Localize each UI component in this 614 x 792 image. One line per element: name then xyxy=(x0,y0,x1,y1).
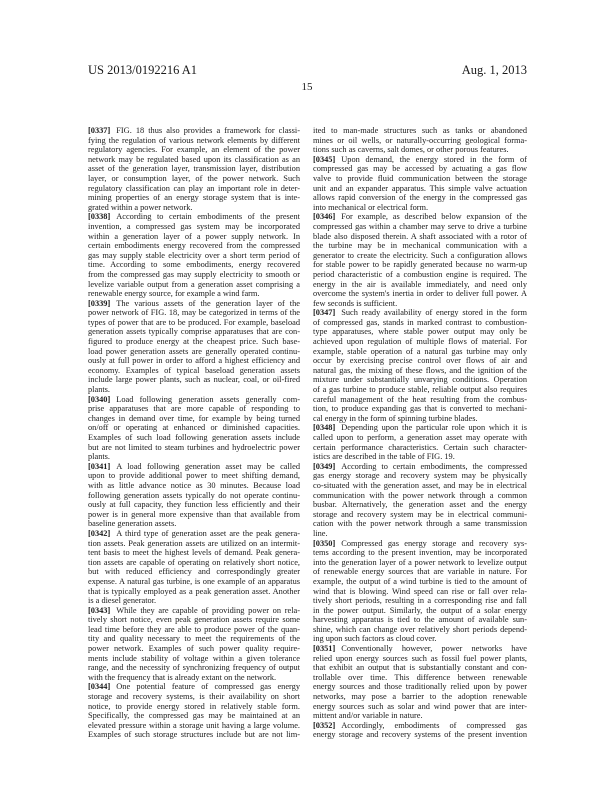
text-line xyxy=(88,615,300,625)
paragraph-number: [0344] xyxy=(88,682,111,692)
text-line xyxy=(313,587,527,597)
line-text: harvesting apparatus is tied to the amount of available sun- xyxy=(313,615,527,625)
line-text: upon to provide additional power to meet shifting demand, xyxy=(88,471,300,481)
paragraph-number: [0337] xyxy=(88,126,111,135)
text-line xyxy=(313,663,527,673)
line-text: tion assets. Peak generation assets are utilized on an intermit- xyxy=(88,538,300,548)
line-text: grated within a power network. xyxy=(88,202,193,212)
line-text: Depending upon the particular role upon which it is xyxy=(341,423,527,433)
text-line xyxy=(313,721,527,731)
line-text: figured to produce energy at the cheapest price. Such base- xyxy=(88,337,300,347)
line-text: of a gas turbine to produce stable, reliable output also requires xyxy=(313,385,527,395)
text-line xyxy=(88,174,300,184)
line-text: energy sources such as solar and wind power that are inter- xyxy=(313,701,527,711)
line-text: ments include stability of voltage within a given tolerance xyxy=(88,653,300,663)
line-text: Load following generation assets generally com- xyxy=(116,394,300,404)
line-text: According to certain embodiments of the present xyxy=(116,212,300,222)
line-text: Accordingly, embodiments of compressed gas xyxy=(341,720,527,730)
line-text: load power generation assets are generally operated continu- xyxy=(88,346,300,356)
line-text: period characteristic of a combustion engine is required. The xyxy=(313,269,527,279)
line-text: A load following generation asset may be called xyxy=(116,461,300,471)
line-text: few seconds is sufficient. xyxy=(313,298,398,308)
text-line xyxy=(313,702,527,712)
text-line xyxy=(313,615,527,625)
text-line xyxy=(313,558,527,568)
text-line xyxy=(313,596,527,606)
line-text: For example, as described below expansion of the xyxy=(341,212,527,222)
line-text: certain performance characteristics. Certain such character- xyxy=(313,442,527,452)
text-line xyxy=(88,577,300,587)
right-column xyxy=(313,126,527,740)
text-line xyxy=(313,280,527,290)
text-line xyxy=(88,395,300,405)
text-line xyxy=(88,730,300,740)
text-line xyxy=(88,529,300,539)
text-line xyxy=(88,356,300,366)
line-text: that exhibit an output that is substantially constant and con- xyxy=(313,663,527,673)
text-line xyxy=(313,404,527,414)
line-text: of compressed gas, stands in marked contrast to combustion- xyxy=(313,317,527,327)
text-line xyxy=(313,452,527,462)
line-text: prise apparatuses that are more capable of responding to xyxy=(88,404,300,414)
text-line xyxy=(88,711,300,721)
line-text: communication with the power network through a common xyxy=(313,490,527,500)
text-line xyxy=(88,318,300,328)
text-line xyxy=(313,318,527,328)
text-line xyxy=(88,481,300,491)
line-text: overcome the system's inertia in order to deliver full power. A xyxy=(313,289,527,299)
line-text: storage and recovery systems, is their availability on short xyxy=(88,692,300,702)
text-line xyxy=(313,289,527,299)
text-line xyxy=(88,548,300,558)
line-text: tems according to the present invention, may be incorporated xyxy=(313,548,527,558)
line-text: unit and an expander apparatus. This simple valve actuation xyxy=(313,183,527,193)
left-column xyxy=(88,126,300,740)
line-text: plants. xyxy=(88,452,111,462)
line-text: invention, a compressed gas system may be incorporated xyxy=(88,221,300,231)
text-line xyxy=(88,270,300,280)
text-line xyxy=(88,702,300,712)
text-line xyxy=(88,337,300,347)
text-line xyxy=(313,500,527,510)
text-line xyxy=(88,212,300,222)
text-line xyxy=(88,232,300,242)
text-line xyxy=(313,567,527,577)
line-text: tity and quality necessary to meet the requirements of the xyxy=(88,634,300,644)
text-line xyxy=(313,136,527,146)
text-line xyxy=(313,260,527,270)
text-line xyxy=(313,184,527,194)
paragraph-number: [0349] xyxy=(313,461,336,471)
paragraph-number: [0339] xyxy=(88,298,111,308)
text-line xyxy=(313,519,527,529)
text-line xyxy=(88,155,300,165)
paragraph-number: [0352] xyxy=(313,720,336,730)
text-line xyxy=(88,625,300,635)
line-text: According to certain embodiments, the compressed xyxy=(341,461,527,471)
text-line xyxy=(88,260,300,270)
paragraph-number: [0350] xyxy=(313,538,336,548)
line-text: tively short periods, resulting in a corresponding rise and fall xyxy=(313,596,527,606)
line-text: on/off or operating at enhanced or diminished capacities. xyxy=(88,423,300,433)
line-text: layer, or consumption layer, of the power network. Such xyxy=(88,173,300,183)
text-line xyxy=(88,663,300,673)
line-text: network may be regulated based upon its classification as an xyxy=(88,154,300,164)
line-text: time. According to some embodiments, energy recovered xyxy=(88,260,300,270)
line-text: ited to man-made structures such as tanks or abandoned xyxy=(313,126,527,135)
line-text: Specifically, the compressed gas may be maintained at an xyxy=(88,711,300,721)
text-line xyxy=(313,510,527,520)
text-line xyxy=(313,471,527,481)
line-text: tion assets are capable of operating on relatively short notice, xyxy=(88,557,300,567)
text-line xyxy=(313,539,527,549)
line-text: plants. xyxy=(88,385,111,395)
text-line xyxy=(313,711,527,721)
paragraph-number: [0346] xyxy=(313,212,336,222)
line-text: certain embodiments energy recovered from the compressed xyxy=(88,241,300,251)
line-text: that is typically employed as a peak generation asset. Another xyxy=(88,586,300,596)
line-text: elevated pressure within a storage unit having a large volume. xyxy=(88,720,300,730)
text-line xyxy=(313,433,527,443)
text-line xyxy=(313,347,527,357)
text-line xyxy=(88,241,300,251)
text-line xyxy=(313,366,527,376)
publication-date: Aug. 1, 2013 xyxy=(461,63,527,77)
line-text: compressed gas may be accessed by actuating a gas flow xyxy=(313,164,527,174)
text-line xyxy=(313,443,527,453)
text-line xyxy=(88,222,300,232)
text-line xyxy=(313,625,527,635)
text-line xyxy=(313,375,527,385)
text-line xyxy=(88,673,300,683)
line-text: asset of the generation layer, transmission layer, distribution xyxy=(88,164,300,174)
line-text: Upon demand, the energy stored in the form of xyxy=(341,154,527,164)
line-text: include large power plants, such as nuclear, coal, or oil-fired xyxy=(88,375,300,385)
text-line xyxy=(313,308,527,318)
line-text: busbar. Alternatively, the generation asset and the energy xyxy=(313,500,527,510)
text-line xyxy=(88,203,300,213)
line-text: into the generation layer of a power network to levelize output xyxy=(313,557,527,567)
paragraph-number: [0348] xyxy=(313,423,336,433)
line-text: mining properties of an energy storage system that is inte- xyxy=(88,193,300,203)
text-line xyxy=(313,606,527,616)
line-text: line. xyxy=(313,528,328,538)
patent-number: US 2013/0192216 A1 xyxy=(88,63,198,77)
text-line xyxy=(88,462,300,472)
line-text: ously at full power in order to afford a highest efficiency and xyxy=(88,356,300,366)
line-text: gas may supply stable electricity over a short term period of xyxy=(88,250,300,260)
text-line xyxy=(313,644,527,654)
text-line xyxy=(313,337,527,347)
text-line xyxy=(88,126,300,136)
text-line xyxy=(88,606,300,616)
text-line xyxy=(313,654,527,664)
line-text: tent basis to meet the highest levels of demand. Peak genera- xyxy=(88,548,300,558)
text-line xyxy=(313,634,527,644)
line-text: renewable energy source, for example a wind farm. xyxy=(88,289,260,299)
text-line xyxy=(88,443,300,453)
line-text: FIG. 18 thus also provides a framework for classi- xyxy=(116,126,300,135)
line-text: is a diesel generator. xyxy=(88,596,157,606)
text-line xyxy=(313,232,527,242)
line-text: but are not limited to steam turbines and hydroelectric power xyxy=(88,442,300,452)
line-text: Conventionally however, power networks have xyxy=(341,644,527,654)
line-text: lead time before they are able to produce power of the quan- xyxy=(88,624,300,634)
line-text: relied upon energy sources such as fossil fuel power plants, xyxy=(313,653,527,663)
line-text: power network. Examples of such power quality require- xyxy=(88,644,300,654)
text-line xyxy=(88,280,300,290)
line-text: The various assets of the generation layer of the xyxy=(116,298,300,308)
text-line xyxy=(88,375,300,385)
text-line xyxy=(313,577,527,587)
text-line xyxy=(313,193,527,203)
text-line xyxy=(313,462,527,472)
line-text: networks, may pose a barrier to the adoption renewable xyxy=(313,692,527,702)
text-line xyxy=(88,587,300,597)
line-text: shine, which can change over relatively short periods depend- xyxy=(313,624,527,634)
line-text: cal energy in the form of spinning turbine blades. xyxy=(313,413,478,423)
text-line xyxy=(88,347,300,357)
line-text: careful management of the heat resulting from the combus- xyxy=(313,394,527,404)
text-line xyxy=(313,270,527,280)
text-line xyxy=(88,567,300,577)
line-text: tion, to produce expanding gas that is converted to mechani- xyxy=(313,404,527,414)
line-text: of renewable energy sources that are variable in nature. For xyxy=(313,567,527,577)
line-text: istics are described in the table of FIG. 19. xyxy=(313,452,455,462)
line-text: tions such as caverns, salt domes, or other porous features. xyxy=(313,145,509,155)
text-line xyxy=(313,673,527,683)
line-text: in the power output. Similarly, the output of a solar energy xyxy=(313,605,527,615)
line-text: generator to create the electricity. Such a configuration allows xyxy=(313,250,527,260)
line-text: energy sources and those traditionally relied upon by power xyxy=(313,682,527,692)
text-line xyxy=(313,529,527,539)
line-text: Compressed gas energy storage and recovery sys- xyxy=(341,538,527,548)
line-text: compressed gas within a chamber may serve to drive a turbine xyxy=(313,221,527,231)
text-line xyxy=(88,193,300,203)
text-line xyxy=(88,519,300,529)
line-text: regulatory agencies. For example, an element of the power xyxy=(88,145,300,155)
line-text: from the compressed gas may supply electricity to smooth or xyxy=(88,269,300,279)
text-line xyxy=(88,471,300,481)
line-text: levelize variable output from a generation asset comprising a xyxy=(88,279,300,289)
line-text: storage and recovery system may be in electrical communi- xyxy=(313,509,527,519)
text-line xyxy=(313,356,527,366)
paragraph-number: [0347] xyxy=(313,308,336,318)
page-number: 15 xyxy=(301,81,313,93)
line-text: cation with the power network through a same transmission xyxy=(313,519,527,529)
line-text: changes in demand over time, for example by being turned xyxy=(88,413,300,423)
paragraph-number: [0342] xyxy=(88,528,111,538)
text-line xyxy=(88,692,300,702)
line-text: mines or oil wells, or naturally-occurring geological forma- xyxy=(313,135,527,145)
text-line xyxy=(313,251,527,261)
line-text: A third type of generation asset are the peak genera- xyxy=(116,528,300,538)
text-line xyxy=(88,539,300,549)
text-line xyxy=(313,414,527,424)
text-line xyxy=(313,212,527,222)
text-line xyxy=(88,510,300,520)
paragraph-number: [0345] xyxy=(313,154,336,164)
line-text: range, and the necessity of synchronizing frequency of output xyxy=(88,663,300,673)
line-text: regulatory classification can play an important role in deter- xyxy=(88,183,300,193)
paragraph-number: [0340] xyxy=(88,394,111,404)
text-line xyxy=(313,423,527,433)
text-line xyxy=(313,222,527,232)
line-text: the turbine may be in mechanical communication with a xyxy=(313,241,527,251)
text-line xyxy=(88,404,300,414)
line-text: gas energy storage and recovery system may be physically xyxy=(313,471,527,481)
text-line xyxy=(88,145,300,155)
line-text: but with reduced efficiency and correspondingly greater xyxy=(88,567,300,577)
line-text: example, stable operation of a natural gas turbine may only xyxy=(313,346,527,356)
line-text: ing upon such factors as cloud cover. xyxy=(313,634,437,644)
text-line xyxy=(313,395,527,405)
line-text: into mechanical or electrical form. xyxy=(313,202,429,212)
text-line xyxy=(313,692,527,702)
line-text: One potential feature of compressed gas energy xyxy=(116,682,300,692)
paragraph-number: [0343] xyxy=(88,605,111,615)
text-line xyxy=(88,136,300,146)
text-line xyxy=(313,548,527,558)
line-text: type apparatuses, where stable power output may only be xyxy=(313,327,527,337)
line-text: notice, to provide energy stored in relatively stable form. xyxy=(88,701,300,711)
text-line xyxy=(88,289,300,299)
line-text: mixture under substantially unvarying conditions. Operation xyxy=(313,375,527,385)
line-text: allows rapid conversion of the energy in the compressed gas xyxy=(313,193,527,203)
text-line xyxy=(313,682,527,692)
text-line xyxy=(88,500,300,510)
text-line xyxy=(88,385,300,395)
text-line xyxy=(313,203,527,213)
line-text: natural gas, the mixing of these flows, and the ignition of the xyxy=(313,365,527,375)
text-line xyxy=(88,308,300,318)
paragraph-number: [0351] xyxy=(313,644,336,654)
text-line xyxy=(313,730,527,740)
text-line xyxy=(88,251,300,261)
text-line xyxy=(88,491,300,501)
text-line xyxy=(88,634,300,644)
line-text: trollable over time. This difference between renewable xyxy=(313,672,527,682)
text-line xyxy=(88,423,300,433)
line-text: valve to provide fluid communication between the storage xyxy=(313,173,527,183)
line-text: following generation assets typically do not operate continu- xyxy=(88,490,300,500)
line-text: power network of FIG. 18, may be categorized in terms of the xyxy=(88,308,300,318)
line-text: occur by exercising precise control over flows of air and xyxy=(313,356,527,366)
text-line xyxy=(313,155,527,165)
text-line xyxy=(313,241,527,251)
text-line xyxy=(88,164,300,174)
text-line xyxy=(88,327,300,337)
text-line xyxy=(88,366,300,376)
text-line xyxy=(88,644,300,654)
line-text: Such ready availability of energy stored in the form xyxy=(341,308,527,318)
line-text: energy in the air is available immediately, and need only xyxy=(313,279,527,289)
line-text: generation assets typically comprise apparatuses that are con- xyxy=(88,327,300,337)
line-text: wind that is blowing. Wind speed can rise or fall over rela- xyxy=(313,586,527,596)
paragraph-number: [0338] xyxy=(88,212,111,222)
text-line xyxy=(313,491,527,501)
line-text: fying the regulation of various network elements by different xyxy=(88,135,300,145)
line-text: for stable power to be rapidly generated because no warm-up xyxy=(313,260,527,270)
line-text: Examples of such load following generation assets include xyxy=(88,433,300,442)
text-line xyxy=(88,558,300,568)
text-line xyxy=(88,654,300,664)
text-line xyxy=(313,174,527,184)
line-text: blade also disposed therein. A shaft associated with a rotor of xyxy=(313,231,527,241)
line-text: with the frequency that is already extant on the network. xyxy=(88,672,277,682)
line-text: ously at full capacity, they function less efficiently and their xyxy=(88,500,300,510)
text-line xyxy=(88,682,300,692)
text-line xyxy=(88,721,300,731)
line-text: mittent and/or variable in nature. xyxy=(313,711,423,721)
text-line xyxy=(313,299,527,309)
line-text: power is in general more expensive than that available from xyxy=(88,509,300,519)
text-line xyxy=(313,481,527,491)
line-text: types of power that are to be produced. For example, baseload xyxy=(88,317,300,327)
line-text: While they are capable of providing power on rela- xyxy=(116,605,300,615)
line-text: energy storage and recovery systems of the present invention xyxy=(313,730,527,740)
line-text: economy. Examples of typical baseload generation assets xyxy=(88,365,300,375)
line-text: with as little advance notice as 30 minutes. Because load xyxy=(88,480,300,490)
text-line xyxy=(313,327,527,337)
line-text: example, the output of a wind turbine is tied to the amount of xyxy=(313,576,527,586)
text-line xyxy=(313,164,527,174)
line-text: achieved upon regulation of multiple flows of material. For xyxy=(313,337,527,347)
line-text: co-situated with the generation asset, and may be in electrical xyxy=(313,480,527,490)
text-line xyxy=(313,126,527,136)
text-line xyxy=(313,145,527,155)
text-line xyxy=(88,184,300,194)
line-text: tively short notice, even peak generation assets require some xyxy=(88,615,300,625)
text-line xyxy=(88,414,300,424)
line-text: called upon to perform, a generation asset may operate with xyxy=(313,433,527,442)
text-line xyxy=(88,299,300,309)
paragraph-number: [0341] xyxy=(88,461,111,471)
text-line xyxy=(88,452,300,462)
text-line xyxy=(88,596,300,606)
text-line xyxy=(88,433,300,443)
line-text: expense. A natural gas turbine, is one example of an apparatus xyxy=(88,576,300,586)
line-text: within a generation layer of a power supply network. In xyxy=(88,231,300,241)
line-text: baseline generation assets. xyxy=(88,519,177,529)
line-text: Examples of such storage structures include but are not lim- xyxy=(88,730,300,740)
text-line xyxy=(313,385,527,395)
